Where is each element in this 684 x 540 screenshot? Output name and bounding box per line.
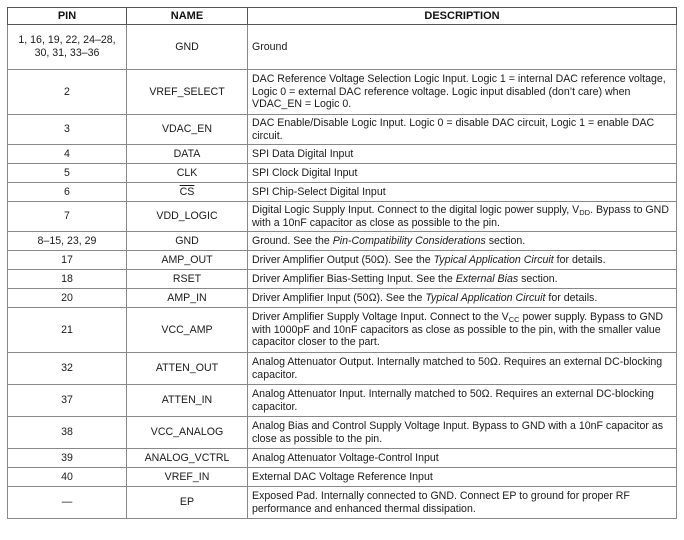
name-cell: ATTEN_OUT — [127, 353, 248, 385]
pin-cell: 1, 16, 19, 22, 24–28, 30, 31, 33–36 — [8, 25, 127, 70]
description-cell — [248, 202, 677, 232]
desc-text: Driver Amplifier Supply Voltage Input. Connect to the V — [252, 310, 509, 323]
pin-cell: 2 — [8, 70, 127, 115]
description-cell — [248, 270, 677, 289]
name-cell: VCC_ANALOG — [127, 417, 248, 449]
name-cell: AMP_IN — [127, 289, 248, 308]
pin-cell: 20 — [8, 289, 127, 308]
pin-cell: 18 — [8, 270, 127, 289]
desc-text: for details. — [545, 291, 598, 304]
name-cell: AMP_OUT — [127, 251, 248, 270]
description-cell: Analog Attenuator Output. Internally matched to 50Ω. Requires an external DC-blocking capacitor. — [248, 353, 677, 385]
description-cell: SPI Data Digital Input — [248, 145, 677, 164]
desc-subscript: DD — [579, 207, 591, 217]
name-cell: EP — [127, 487, 248, 519]
name-cell: VDAC_EN — [127, 115, 248, 145]
name-cell: RSET — [127, 270, 248, 289]
pin-cell: 38 — [8, 417, 127, 449]
description-cell — [248, 251, 677, 270]
pin-cell: 7 — [8, 202, 127, 232]
description-cell: DAC Enable/Disable Logic Input. Logic 0 = disable DAC circuit, Logic 1 = enable DAC circuit. — [248, 115, 677, 145]
desc-text: section. — [518, 272, 558, 285]
table-row — [8, 417, 677, 449]
table-row — [8, 385, 677, 417]
table-row — [8, 115, 677, 145]
header-description: DESCRIPTION — [248, 8, 677, 25]
pin-cell: 3 — [8, 115, 127, 145]
description-cell: Ground — [248, 25, 677, 70]
description-cell — [248, 232, 677, 251]
pin-description-table — [7, 7, 677, 519]
table-row — [8, 270, 677, 289]
pin-cell: 37 — [8, 385, 127, 417]
pin-cell: 17 — [8, 251, 127, 270]
name-cell: DATA — [127, 145, 248, 164]
table-row — [8, 487, 677, 519]
description-cell — [248, 289, 677, 308]
pin-cell: 32 — [8, 353, 127, 385]
name-cell: VCC_AMP — [127, 308, 248, 353]
pin-cell: 8–15, 23, 29 — [8, 232, 127, 251]
cs-overline-name: $\overline{CS}$ — [179, 185, 195, 198]
table-row — [8, 251, 677, 270]
desc-text: . Bypass to GND with a 10nF capacitor as close as possible to the pin. — [252, 203, 669, 229]
name-cell: GND — [127, 25, 248, 70]
table-row — [8, 232, 677, 251]
name-cell: ANALOG_VCTRL — [127, 449, 248, 468]
description-cell: Exposed Pad. Internally connected to GND. Connect EP to ground for proper RF performance and enhanced thermal dissipation. — [248, 487, 677, 519]
table-row — [8, 449, 677, 468]
table-row — [8, 353, 677, 385]
header-name: NAME — [127, 8, 248, 25]
description-cell: Analog Attenuator Voltage-Control Input — [248, 449, 677, 468]
description-cell: Analog Attenuator Input. Internally matched to 50Ω. Requires an external DC-blocking capacitor. — [248, 385, 677, 417]
desc-text: Driver Amplifier Input (50Ω). See the — [252, 291, 426, 304]
pin-cell: 5 — [8, 164, 127, 183]
desc-text: section. — [485, 234, 526, 247]
desc-text: Driver Amplifier Bias-Setting Input. See the — [252, 272, 456, 285]
name-cell: VREF_IN — [127, 468, 248, 487]
desc-subscript: CC — [508, 314, 520, 324]
description-cell: DAC Reference Voltage Selection Logic Input. Logic 1 = internal DAC reference voltage, Logic 0 = external DAC reference voltage. Logic input disabled (don’t care) when VDAC_EN = Logic 0. — [248, 70, 677, 115]
desc-text: Driver Amplifier Output (50Ω). See the — [252, 253, 434, 266]
table-row — [8, 164, 677, 183]
section-reference: Typical Application Circuit — [425, 291, 546, 304]
description-cell: SPI Chip-Select Digital Input — [248, 183, 677, 202]
section-reference: External Bias — [455, 272, 519, 285]
desc-text: power supply. Bypass to GND with 1000pF and 10nF capacitors as close as possible to the pin, with the smaller value capacitor closer to the part. — [252, 310, 664, 349]
header-pin: PIN — [8, 8, 127, 25]
table-row — [8, 308, 677, 353]
name-cell: ATTEN_IN — [127, 385, 248, 417]
pin-cell: 6 — [8, 183, 127, 202]
name-cell — [127, 183, 248, 202]
name-cell: VREF_SELECT — [127, 70, 248, 115]
table-row — [8, 145, 677, 164]
section-reference: Pin-Compatibility Considerations — [332, 234, 486, 247]
table-row — [8, 468, 677, 487]
pin-cell: 40 — [8, 468, 127, 487]
description-cell: Analog Bias and Control Supply Voltage Input. Bypass to GND with a 10nF capacitor as close as possible to the pin. — [248, 417, 677, 449]
table-row — [8, 70, 677, 115]
desc-text: Ground. See the — [252, 234, 333, 247]
name-cell: GND — [127, 232, 248, 251]
pin-cell: 4 — [8, 145, 127, 164]
pin-cell: — — [8, 487, 127, 519]
table-row — [8, 25, 677, 70]
table-header-row — [8, 8, 677, 25]
table-row — [8, 289, 677, 308]
name-cell: CLK — [127, 164, 248, 183]
pin-cell: 39 — [8, 449, 127, 468]
description-cell: External DAC Voltage Reference Input — [248, 468, 677, 487]
pin-cell: 21 — [8, 308, 127, 353]
table-row — [8, 202, 677, 232]
desc-text: Digital Logic Supply Input. Connect to the digital logic power supply, V — [252, 203, 580, 216]
name-cell: VDD_LOGIC — [127, 202, 248, 232]
desc-text: for details. — [553, 253, 606, 266]
table-row — [8, 183, 677, 202]
section-reference: Typical Application Circuit — [433, 253, 554, 266]
description-cell — [248, 308, 677, 353]
description-cell: SPI Clock Digital Input — [248, 164, 677, 183]
